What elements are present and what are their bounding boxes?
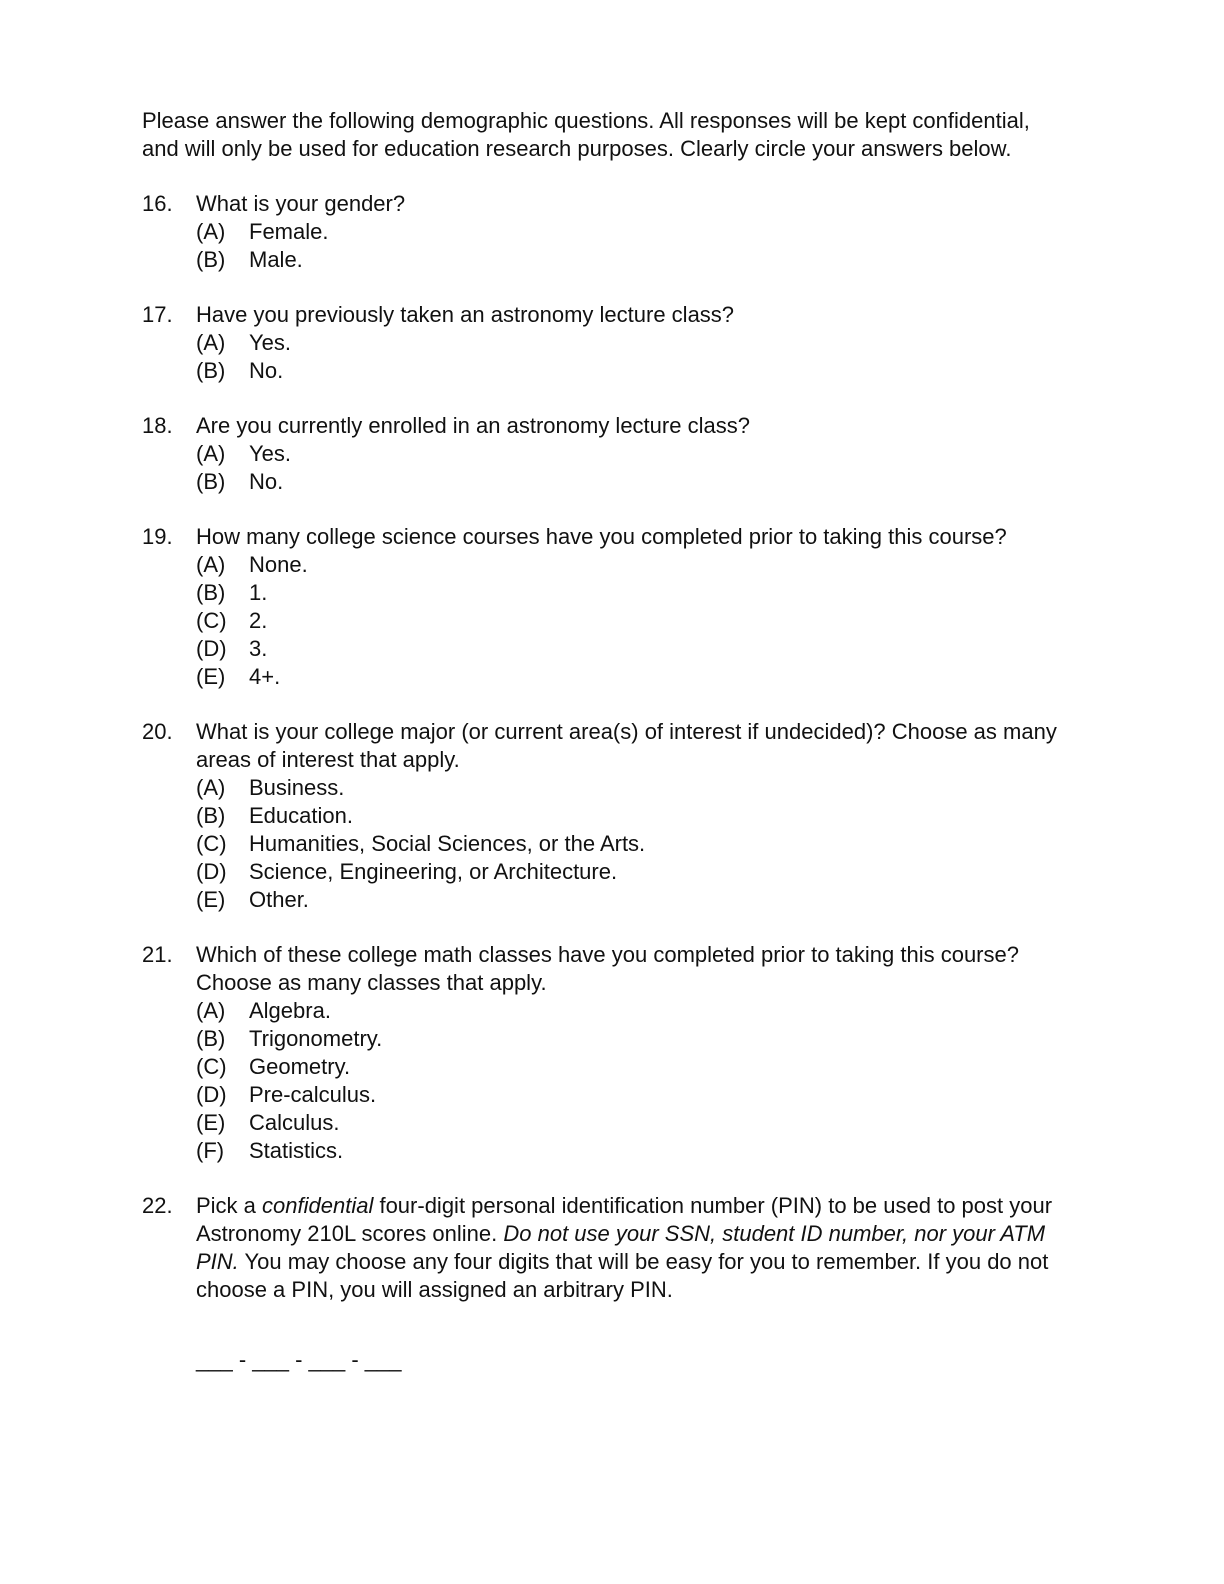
option-text: Male.: [249, 247, 303, 272]
option-text: Yes.: [249, 330, 292, 355]
option-letter: (B): [196, 358, 226, 383]
option-text: 1.: [249, 580, 268, 605]
answer-option[interactable]: [196, 1053, 1072, 1081]
option-letter: (A): [196, 441, 226, 466]
answer-option[interactable]: [196, 1137, 1072, 1165]
option-text: 4+.: [249, 664, 281, 689]
option-letter: (B): [196, 580, 226, 605]
answer-options: [196, 218, 1072, 274]
option-letter: (A): [196, 998, 226, 1023]
answer-options: [196, 551, 1072, 691]
answer-option[interactable]: [196, 329, 1072, 357]
option-text: Pre-calculus.: [249, 1082, 377, 1107]
option-text: Education.: [249, 803, 353, 828]
answer-option[interactable]: [196, 1025, 1072, 1053]
question-list: [142, 190, 1072, 1165]
answer-options: [196, 997, 1072, 1165]
question-number: 22.: [142, 1193, 173, 1218]
question-text: What is your gender?: [196, 191, 406, 216]
question-text: Which of these college math classes have you completed prior to taking this course? Choose as many classes that apply.: [196, 942, 1019, 995]
question-18: [142, 412, 1072, 496]
question-21: [142, 941, 1072, 1165]
option-letter: (A): [196, 330, 226, 355]
answer-option[interactable]: [196, 440, 1072, 468]
question-text: Have you previously taken an astronomy lecture class?: [196, 302, 735, 327]
answer-option[interactable]: [196, 1081, 1072, 1109]
option-letter: (A): [196, 775, 226, 800]
emphasis-confidential: confidential: [262, 1193, 374, 1218]
option-letter: (C): [196, 608, 227, 633]
option-letter: (A): [196, 552, 226, 577]
question-16: [142, 190, 1072, 274]
option-letter: (E): [196, 887, 226, 912]
option-text: Humanities, Social Sciences, or the Arts.: [249, 831, 646, 856]
option-letter: (C): [196, 831, 227, 856]
answer-option[interactable]: [196, 858, 1072, 886]
option-letter: (B): [196, 247, 226, 272]
answer-option[interactable]: [196, 774, 1072, 802]
question-number: 16.: [142, 191, 173, 216]
option-letter: (D): [196, 859, 227, 884]
option-text: 3.: [249, 636, 268, 661]
option-text: Female.: [249, 219, 329, 244]
answer-option[interactable]: [196, 579, 1072, 607]
pin-entry-blank[interactable]: ___ - ___ - ___ - ___: [196, 1347, 402, 1372]
question-number: 18.: [142, 413, 173, 438]
answer-option[interactable]: [196, 802, 1072, 830]
intro-paragraph: Please answer the following demographic questions. All responses will be kept confidential, and will only be used for education research purposes. Clearly circle your answers below.: [142, 108, 1030, 161]
option-letter: (E): [196, 1110, 226, 1135]
option-text: Algebra.: [249, 998, 331, 1023]
question-text: Are you currently enrolled in an astronomy lecture class?: [196, 413, 750, 438]
answer-option[interactable]: [196, 468, 1072, 496]
answer-options: [196, 774, 1072, 914]
option-letter: (F): [196, 1138, 225, 1163]
option-text: Science, Engineering, or Architecture.: [249, 859, 618, 884]
option-text: Business.: [249, 775, 345, 800]
question-text: How many college science courses have you completed prior to taking this course?: [196, 524, 1007, 549]
answer-option[interactable]: [196, 1109, 1072, 1137]
question-text: Pick a confidential four-digit personal identification number (PIN) to be used to post your Astronomy 210L scores online. Do not use your SSN, student ID number, nor your ATM PIN. You may choose any four digits that will be easy for you to remember. If you do not choose a PIN, you will assigned an arbitrary PIN.: [196, 1193, 1053, 1302]
option-text: Yes.: [249, 441, 292, 466]
option-letter: (B): [196, 803, 226, 828]
answer-option[interactable]: [196, 551, 1072, 579]
answer-options: [196, 440, 1072, 496]
answer-option[interactable]: [196, 607, 1072, 635]
option-text: No.: [249, 469, 284, 494]
option-text: 2.: [249, 608, 268, 633]
option-text: None.: [249, 552, 308, 577]
option-letter: (D): [196, 636, 227, 661]
answer-option[interactable]: [196, 218, 1072, 246]
answer-option[interactable]: [196, 886, 1072, 914]
survey-page: [142, 107, 1072, 1401]
option-text: Other.: [249, 887, 309, 912]
option-text: Trigonometry.: [249, 1026, 383, 1051]
question-20: [142, 718, 1072, 914]
answer-option[interactable]: [196, 246, 1072, 274]
option-letter: (B): [196, 469, 226, 494]
option-letter: (A): [196, 219, 226, 244]
option-letter: (E): [196, 664, 226, 689]
emphasis-warning: Do not use your SSN, student ID number, nor your ATM PIN.: [196, 1221, 1046, 1274]
option-letter: (C): [196, 1054, 227, 1079]
answer-option[interactable]: [196, 635, 1072, 663]
answer-option[interactable]: [196, 663, 1072, 691]
answer-option[interactable]: [196, 997, 1072, 1025]
option-text: Calculus.: [249, 1110, 340, 1135]
option-text: No.: [249, 358, 284, 383]
option-text: Geometry.: [249, 1054, 351, 1079]
option-text: Statistics.: [249, 1138, 344, 1163]
question-22: [142, 1192, 1072, 1374]
option-letter: (D): [196, 1082, 227, 1107]
question-17: [142, 301, 1072, 385]
question-number: 19.: [142, 524, 173, 549]
answer-options: [196, 329, 1072, 385]
answer-option[interactable]: [196, 830, 1072, 858]
question-19: [142, 523, 1072, 691]
question-text: What is your college major (or current area(s) of interest if undecided)? Choose as many areas of interest that apply.: [196, 719, 1057, 772]
option-letter: (B): [196, 1026, 226, 1051]
answer-option[interactable]: [196, 357, 1072, 385]
question-number: 20.: [142, 719, 173, 744]
question-number: 21.: [142, 942, 173, 967]
question-number: 17.: [142, 302, 173, 327]
